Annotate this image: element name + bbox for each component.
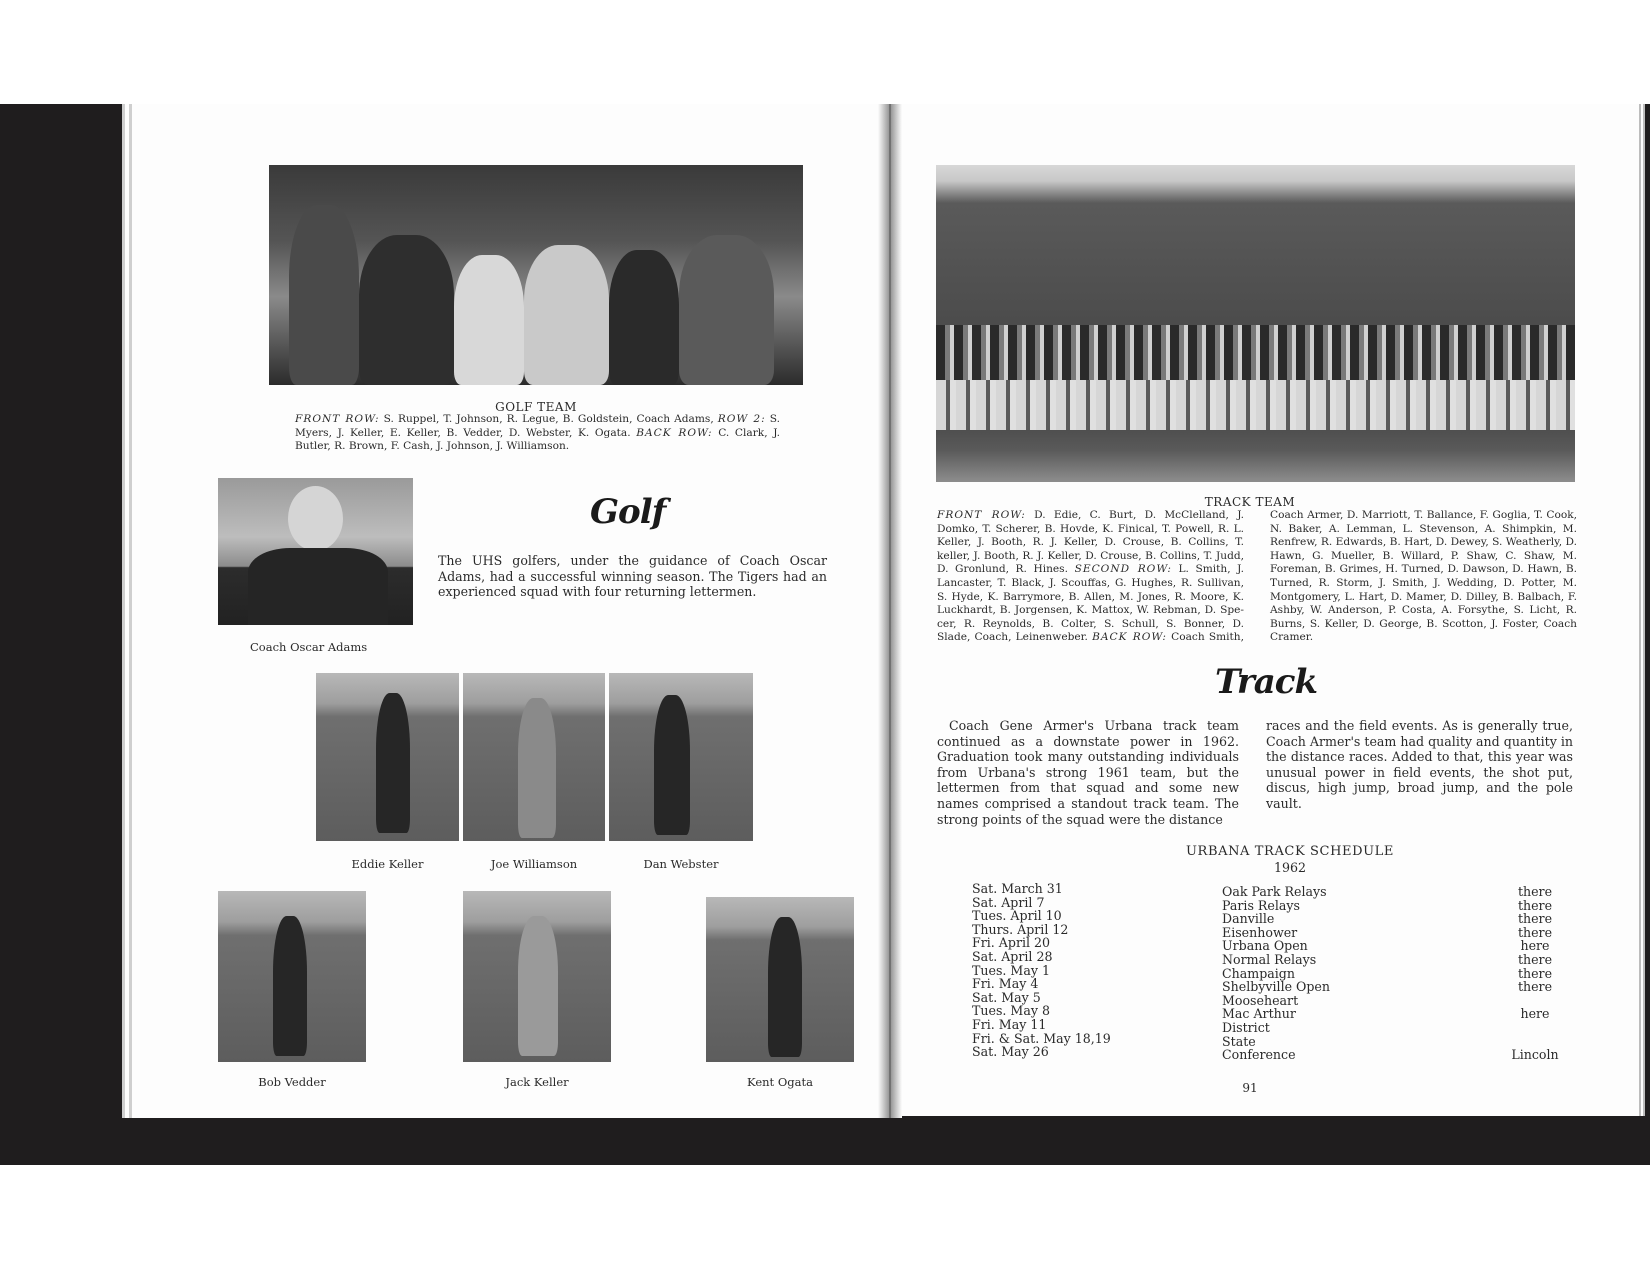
schedule-event: Paris Relays [1222,897,1300,913]
track-team-caption-title: TRACK TEAM [1204,495,1296,509]
front-row-names: S. Ruppel, T. Johnson, R. Legue, B. Goldstein, Coach Adams, [383,413,714,425]
schedule-date: Thurs. April 12 [972,921,1069,937]
schedule-dates-column [972,882,1192,1059]
golfer-caption: Eddie Keller [351,857,424,871]
schedule-location: Lincoln [1511,1047,1559,1063]
row2-names: S. Myers, J. Keller, E. Keller, B. Vedder, D. Webster, K. Ogata. [295,413,780,439]
schedule-title: URBANA TRACK SCHEDULE [1186,844,1394,859]
golfer-caption: Kent Ogata [747,1075,813,1089]
schedule-event: State [1222,1033,1256,1049]
coach-photo [218,478,413,625]
schedule-date: Fri. April 20 [972,935,1051,951]
back-row-names: C. Clark, J. Butler, R. Brown, F. Cash, J. Johnson, J. Williamson. [295,426,780,453]
schedule-event: District [1222,1019,1270,1035]
golfer-caption: Dan Webster [643,857,719,871]
schedule-locations-column [1485,885,1585,1062]
schedule-date: Fri. May 11 [972,1016,1047,1032]
schedule-date: Tues. April 10 [972,908,1062,924]
second-row-names: L. Smith, J. Lancaster, T. Black, J. Scouffas, G. Hughes, R. Sullivan, S. Hyde, K. Barrymore, B. Allen, M. Jones, R. Moore, K. Luckhardt, B. Jorgensen, K. Mattox, W. Rebman, D. Specer, R. Reynolds, B. Colter, S. Schull, S. Bonner, D. Slade, Coach, Leinenweber. [937,563,1244,644]
golf-heading: Golf [590,492,666,532]
schedule-event: Conference [1222,1047,1296,1063]
schedule-location: there [1517,965,1553,981]
front-row-label: FRONT ROW: [295,413,380,425]
golfer-photo-jack-keller [463,891,611,1062]
golfer-caption: Jack Keller [505,1075,569,1089]
coach-caption: Coach Oscar Adams [250,640,368,654]
schedule-event: Mooseheart [1222,992,1299,1008]
golfer-photo-eddie-keller [316,673,459,841]
schedule-date: Fri. May 4 [972,976,1039,992]
schedule-location: there [1517,911,1553,927]
schedule-year: 1962 [1273,860,1307,875]
schedule-location: there [1517,897,1553,913]
front-row-names: D. Edie, C. Burt, D. McClelland, J. Domko, T. Scherer, B. Hovde, K. Finical, T. Powell, R. L. Keller, J. Booth, R. J. Keller, D. Crouse, B. Collins, T. keller, J. Booth, R. J. Keller, D. Crouse, B. Collins, T. Judd, D. Gronlund, R. Hines. [937,509,1244,576]
golf-team-caption-title: GOLF TEAM [495,400,577,414]
schedule-date: Fri. & Sat. May 18,19 [972,1030,1111,1046]
golfer-photo-kent-ogata [706,897,854,1062]
schedule-date: Sat. March 31 [972,881,1063,896]
schedule-date: Tues. May 8 [972,1003,1050,1019]
track-heading: Track [1215,662,1318,702]
schedule-event: Oak Park Relays [1222,884,1327,899]
back-row-names: Coach Smith, Coach Armer, D. Marriott, T. Ballance, F. Goglia, T. Cook, N. Baker, A. Lemman, L. Stevenson, A. Shimpkin, M. Renfrew, R. Edwards, B. Hart, D. Dewey, S. Weatherly, D. Hawn, G. Mueller, B. Willard, P. Shaw, C. Shaw, M. Foreman, B. Grimes, H. Turned, D. Dawson, D. Hawn, B. Turned, R. Storm, J. Smith, J. Wedding, D. Potter, M. Montgomery, L. Hart, D. Mamer, D. Dilley, B. Balbach, F. Ashby, W. Anderson, P. Costa, A. Forsythe, S. Licht, R. Burns, S. Keller, D. George, B. Scotton, J. Foster, Coach Cramer. [1171,509,1577,644]
schedule-location: there [1517,979,1553,995]
schedule-event: Champaign [1222,965,1295,981]
golf-team-photo [269,165,803,385]
golfer-photo-dan-webster [609,673,753,841]
schedule-date: Tues. May 1 [972,962,1050,978]
schedule-event: Mac Arthur [1222,1006,1296,1022]
track-team-caption [937,509,1577,645]
schedule-location [1485,1035,1585,1049]
schedule-location: there [1517,884,1553,899]
golfer-caption: Joe Williamson [490,857,578,871]
golf-team-caption [295,413,780,454]
golfer-caption: Bob Vedder [258,1075,326,1089]
track-paragraph-col2: races and the field events. As is generally true, Coach Armer's team had quality and quantity in the distance races. Added to that, this year was unusual power in field events, the shot put, discus, high jump, broad jump, and the pole vault. [1266,718,1573,811]
schedule-date: Sat. April 28 [972,948,1053,964]
schedule-events-column [1222,885,1442,1062]
row2-label: ROW 2: [717,413,766,425]
schedule-date: Sat. April 7 [972,894,1045,910]
schedule-event: Normal Relays [1222,951,1317,967]
schedule-location: there [1517,951,1553,967]
back-row-label: BACK ROW: [1092,631,1167,644]
golf-paragraph: The UHS golfers, under the guidance of Coach Oscar Adams, had a successful winning season. The Tigers had an experienced squad with four returning lettermen. [438,553,827,600]
schedule-event: Danville [1222,911,1275,927]
schedule-event: Shelbyville Open [1222,979,1331,995]
schedule-event: Urbana Open [1222,938,1308,954]
front-row-label: FRONT ROW: [937,509,1026,521]
schedule-location: here [1520,1006,1550,1022]
schedule-location: there [1517,924,1553,940]
book-gutter [878,104,902,1118]
golfer-photo-bob-vedder [218,891,366,1062]
back-row-label: BACK ROW: [636,426,713,439]
track-team-photo [936,165,1575,482]
schedule-location [1485,994,1585,1008]
schedule-location [1485,1021,1585,1035]
schedule-event: Eisenhower [1222,924,1298,940]
schedule-date: Sat. May 5 [972,989,1041,1005]
page-number: 91 [1242,1081,1258,1095]
second-row-label: SECOND ROW: [1074,563,1172,576]
schedule-date: Sat. May 26 [972,1044,1049,1060]
golfer-photo-joe-williamson [463,673,605,841]
schedule-location: here [1520,938,1550,954]
track-paragraph-col1: Coach Gene Armer's Urbana track team continued as a downstate power in 1962. Graduation took many outstanding individuals from Urbana's strong 1961 team, but the lettermen from that squad and some new names comprised a standout track team. The strong points of the squad were the distance [937,718,1239,827]
